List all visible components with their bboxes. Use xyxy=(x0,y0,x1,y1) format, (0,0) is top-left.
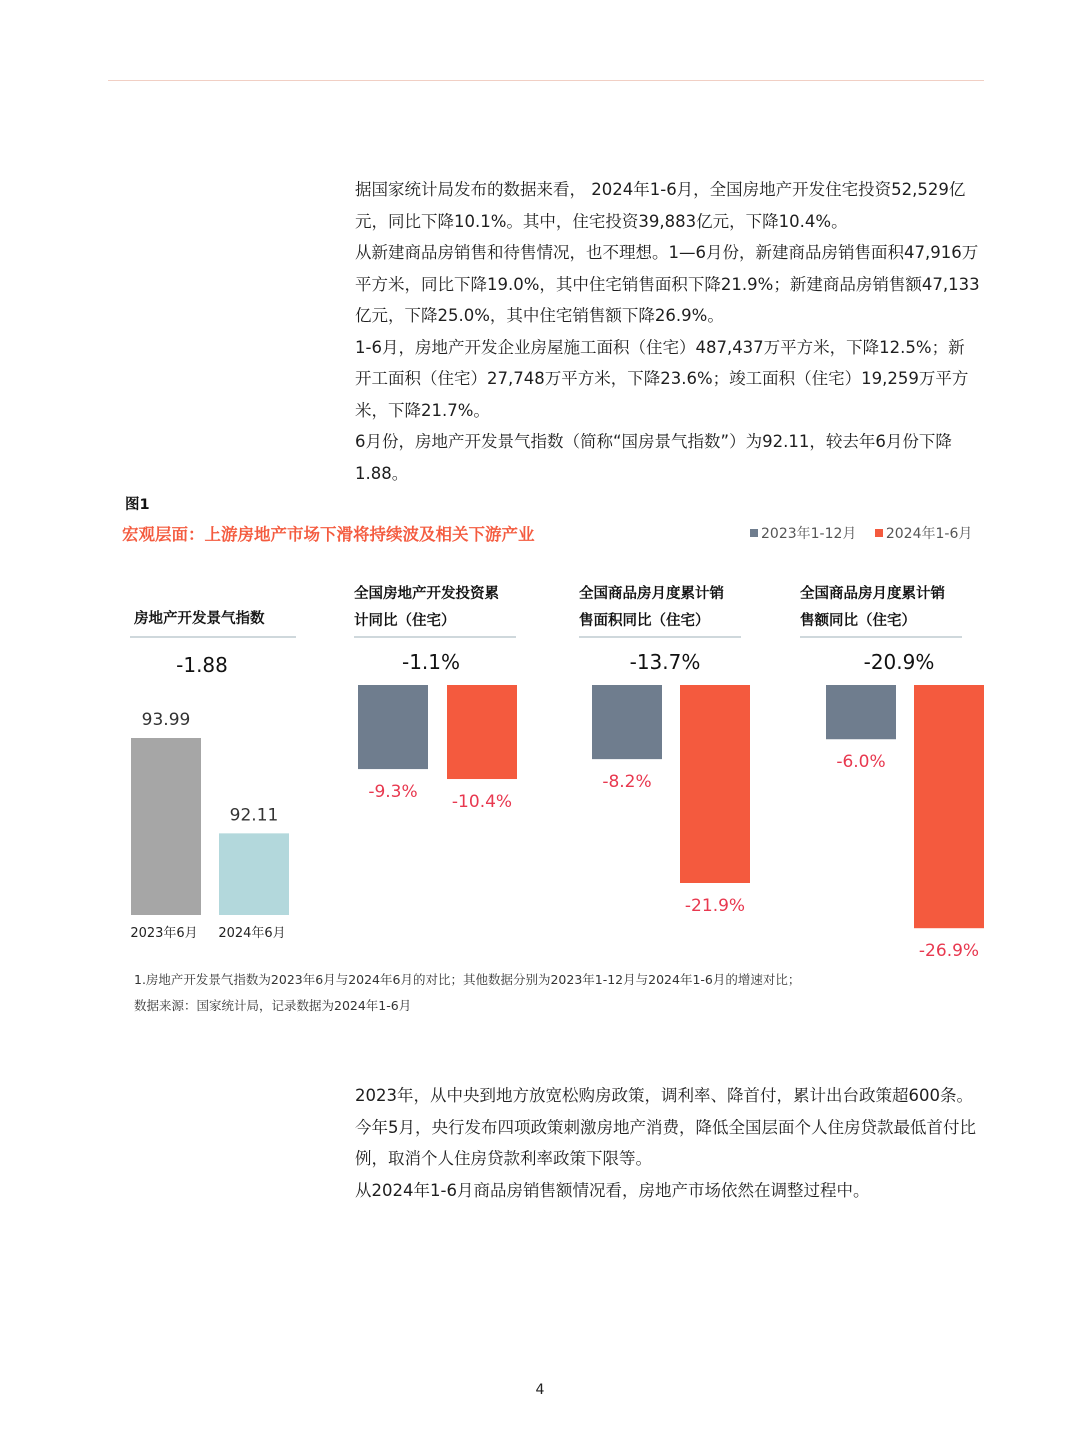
panel3-value-label-2024: -21.9% xyxy=(684,896,746,916)
panel2-title-line-1: 全国房地产开发投资累 xyxy=(354,586,499,602)
figure-title: 宏观层面：上游房地产市场下滑将持续波及相关下游产业 xyxy=(122,525,535,544)
legend-label-2024: 2024年1-6月 xyxy=(885,526,973,542)
outro-text xyxy=(355,1080,980,1206)
panel2-title-rule xyxy=(354,636,516,638)
panel4-value-label-2024: -26.9% xyxy=(918,941,980,960)
panel1-bar-1 xyxy=(131,738,201,915)
panel4-title-line-1: 全国商品房月度累计销 xyxy=(800,586,945,602)
panel2-bar-2024 xyxy=(447,685,517,779)
panel4-diff-label: -20.9% xyxy=(863,650,935,674)
panel1-value-label-2: 92.11 xyxy=(229,805,279,826)
panel3-title-line-1: 全国商品房月度累计销 xyxy=(579,586,724,602)
panel1-category-label-1: 2023年6月 xyxy=(130,926,198,941)
panel1-diff-label: -1.88 xyxy=(176,653,228,677)
panel3-bar-2023 xyxy=(592,685,662,759)
outro-paragraph-2: 从2024年1-6月商品房销售额情况看，房地产市场依然在调整过程中。 xyxy=(355,1180,870,1200)
intro-paragraph-2: 从新建商品房销售和待售情况，也不理想。1—6月份，新建商品房销售面积47,916万平方米，同比下降19.0%，其中住宅销售面积下降21.9%；新建商品房销售额47,133亿元，下降25.0%，其中住宅销售额下降26.9%。 xyxy=(355,243,980,325)
intro-paragraph-1: 据国家统计局发布的数据来看， 2024年1-6月，全国房地产开发住宅投资52,529亿元，同比下降10.1%。其中，住宅投资39,883亿元，下降10.4%。 xyxy=(355,180,966,231)
panel4-bar-2023 xyxy=(826,685,896,739)
panel2-title-line-2: 计同比（住宅） xyxy=(354,613,456,629)
panel1-title: 房地产开发景气指数 xyxy=(134,611,265,627)
panel2-bar-2023 xyxy=(358,685,428,769)
panel3-value-label-2023: -8.2% xyxy=(602,772,652,793)
panel3-diff-label: -13.7% xyxy=(629,650,701,674)
panel1-bar-2 xyxy=(219,833,289,915)
footnote-comparison: 1.房地产开发景气指数为2023年6月与2024年6月的对比；其他数据分别为2023年1-12月与2024年1-6月的增速对比； xyxy=(134,972,801,987)
panel3-title-line-2: 售面积同比（住宅） xyxy=(579,613,710,629)
panel4-title-rule xyxy=(800,636,962,638)
panel2-value-label-2024: -10.4% xyxy=(451,792,513,813)
legend-label-2023: 2023年1-12月 xyxy=(761,526,857,542)
outro-paragraph-1: 2023年，从中央到地方放宽松购房政策，调利率、降首付，累计出台政策超600条。今年5月，央行发布四项政策刺激房地产消费，降低全国层面个人住房贷款最低首付比例，取消个人住房贷款利率政策下限等。 xyxy=(355,1086,976,1168)
panel1-value-label-1: 93.99 xyxy=(141,710,191,730)
page-number: 4 xyxy=(535,1382,545,1398)
panel1-category-label-2: 2024年6月 xyxy=(218,926,286,941)
panel4-value-label-2023: -6.0% xyxy=(836,752,886,773)
intro-paragraph-4: 6月份，房地产开发景气指数（简称“国房景气指数”）为92.11，较去年6月份下降1.88。 xyxy=(355,432,952,483)
panel2-value-label-2023: -9.3% xyxy=(368,782,418,803)
footnote-source: 数据来源：国家统计局，记录数据为2024年1-6月 xyxy=(134,998,412,1013)
figure-label: 图1 xyxy=(125,497,150,513)
panel1-title-rule xyxy=(130,636,296,638)
panel3-bar-2024 xyxy=(680,685,750,883)
panel4-title-line-2: 售额同比（住宅） xyxy=(800,613,916,629)
panel4-bar-2024 xyxy=(914,685,984,928)
panel2-diff-label: -1.1% xyxy=(401,650,461,674)
intro-paragraph-3: 1-6月，房地产开发企业房屋施工面积（住宅）487,437万平方米，下降12.5%；新开工面积（住宅）27,748万平方米，下降23.6%；竣工面积（住宅）19,259万平方米，下降21.7%。 xyxy=(355,337,969,420)
panel3-title-rule xyxy=(579,636,741,638)
